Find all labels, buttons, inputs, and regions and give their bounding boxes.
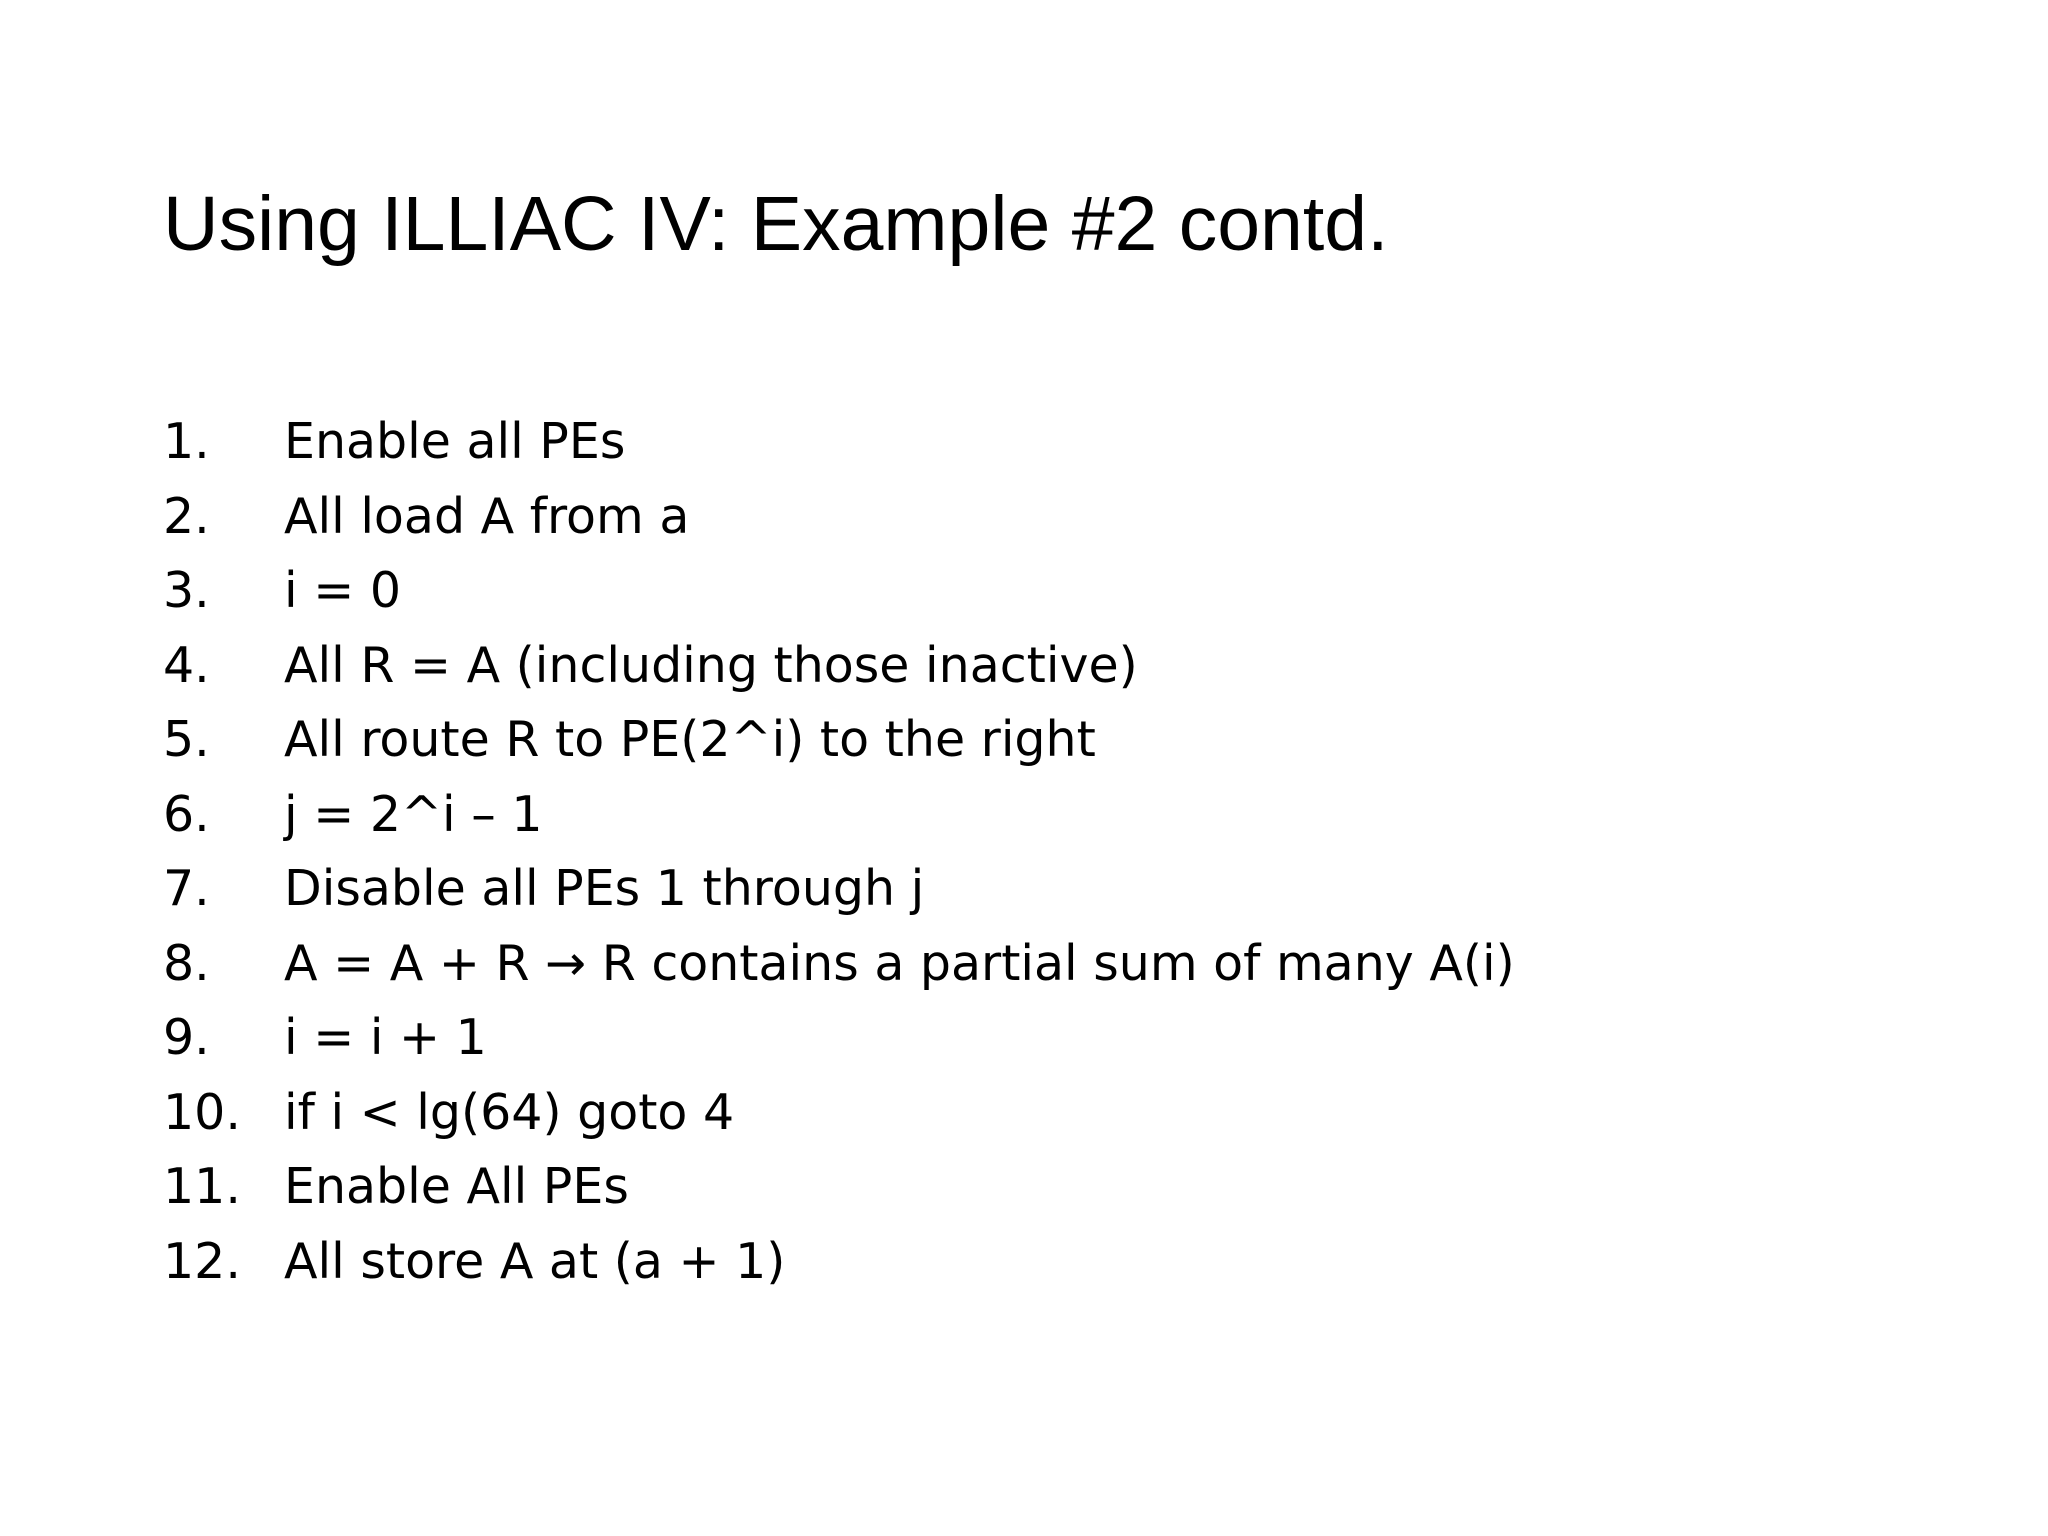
step-text: j = 2^i – 1 (284, 785, 543, 843)
step-number: 11. (163, 1158, 241, 1215)
step-text: Enable All PEs (284, 1158, 629, 1215)
step-text: A = A + R → R contains a partial sum of many A(i) (284, 934, 1515, 992)
step-text: All store A at (a + 1) (284, 1232, 786, 1290)
step-number: 8. (163, 934, 210, 992)
step-text: i = 0 (284, 562, 401, 619)
step-text: i = i + 1 (284, 1009, 487, 1066)
step-text: All R = A (including those inactive) (284, 636, 1138, 694)
step-number: 6. (163, 785, 210, 843)
step-text: if i < lg(64) goto 4 (284, 1083, 735, 1141)
step-number: 10. (163, 1083, 241, 1141)
slide-title: Using ILLIAC IV: Example #2 contd. (163, 181, 1389, 267)
step-text: Enable all PEs (284, 413, 626, 470)
step-number: 4. (163, 636, 210, 694)
step-text: All route R to PE(2^i) to the right (284, 711, 1096, 768)
step-text: Disable all PEs 1 through j (284, 860, 925, 917)
step-number: 7. (163, 860, 210, 917)
step-number: 3. (163, 562, 210, 619)
step-number: 9. (163, 1009, 210, 1066)
step-number: 1. (163, 413, 210, 470)
step-number: 2. (163, 487, 210, 545)
step-number: 12. (163, 1232, 241, 1290)
step-number: 5. (163, 711, 210, 768)
step-text: All load A from a (284, 487, 690, 545)
